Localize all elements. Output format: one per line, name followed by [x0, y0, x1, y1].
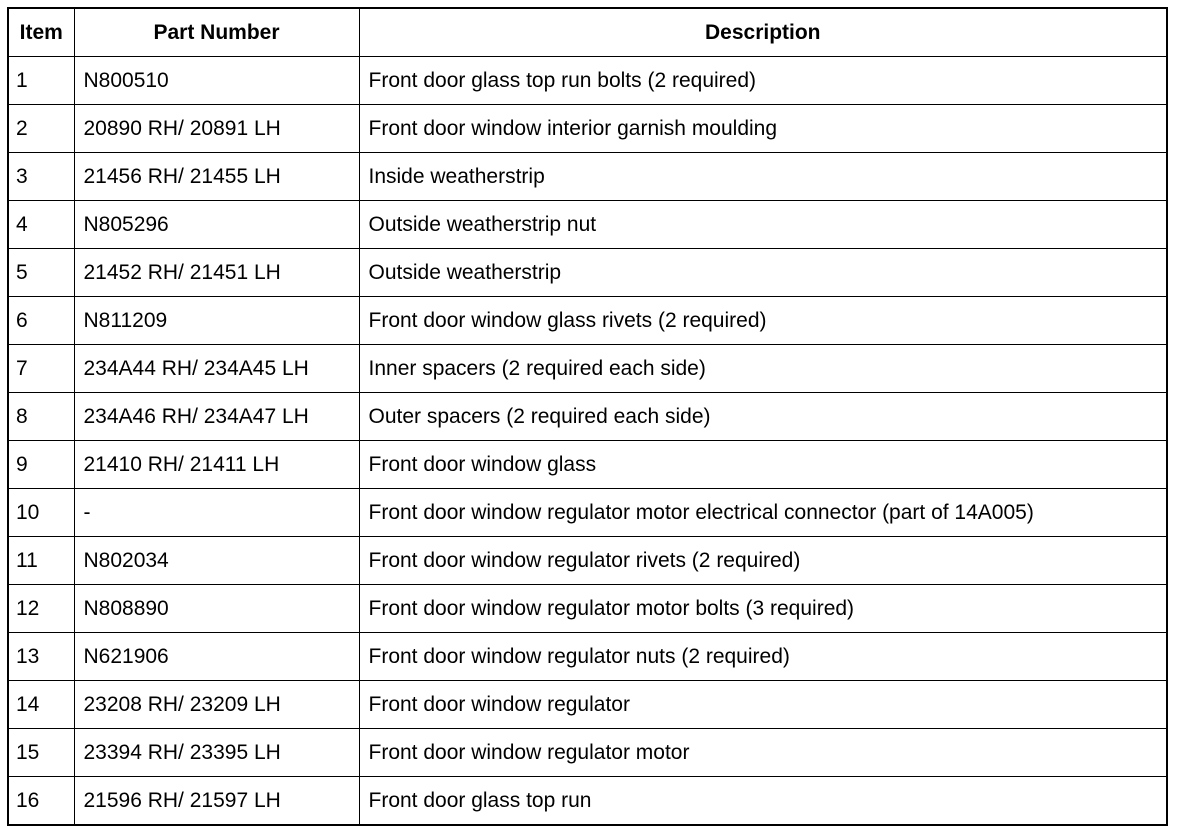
cell-description: Front door glass top run bolts (2 required)	[359, 57, 1167, 105]
cell-description: Front door window glass	[359, 441, 1167, 489]
table-row	[8, 153, 1167, 201]
cell-description: Front door window regulator motor	[359, 729, 1167, 777]
table-row	[8, 489, 1167, 537]
cell-part-number: -	[74, 489, 359, 537]
cell-description: Outer spacers (2 required each side)	[359, 393, 1167, 441]
cell-description: Front door window regulator rivets (2 required)	[359, 537, 1167, 585]
cell-item: 3	[8, 153, 74, 201]
cell-item: 10	[8, 489, 74, 537]
cell-item: 15	[8, 729, 74, 777]
table-row	[8, 297, 1167, 345]
cell-part-number: N802034	[74, 537, 359, 585]
cell-item: 6	[8, 297, 74, 345]
cell-part-number: N800510	[74, 57, 359, 105]
cell-item: 1	[8, 57, 74, 105]
header-description: Description	[359, 8, 1167, 57]
table-body	[8, 57, 1167, 826]
cell-item: 8	[8, 393, 74, 441]
cell-part-number: N805296	[74, 201, 359, 249]
cell-part-number: N621906	[74, 633, 359, 681]
cell-item: 14	[8, 681, 74, 729]
header-part-number: Part Number	[74, 8, 359, 57]
table-row	[8, 57, 1167, 105]
cell-description: Front door window glass rivets (2 required)	[359, 297, 1167, 345]
table-row	[8, 729, 1167, 777]
cell-part-number: 21410 RH/ 21411 LH	[74, 441, 359, 489]
cell-description: Front door window regulator motor electrical connector (part of 14A005)	[359, 489, 1167, 537]
table-row	[8, 585, 1167, 633]
table-row	[8, 393, 1167, 441]
cell-item: 7	[8, 345, 74, 393]
cell-part-number: 20890 RH/ 20891 LH	[74, 105, 359, 153]
cell-description: Front door window regulator motor bolts (3 required)	[359, 585, 1167, 633]
cell-part-number: 234A44 RH/ 234A45 LH	[74, 345, 359, 393]
cell-part-number: 234A46 RH/ 234A47 LH	[74, 393, 359, 441]
cell-item: 16	[8, 777, 74, 826]
cell-description: Outside weatherstrip nut	[359, 201, 1167, 249]
cell-description: Front door window regulator	[359, 681, 1167, 729]
cell-part-number: 23394 RH/ 23395 LH	[74, 729, 359, 777]
cell-description: Outside weatherstrip	[359, 249, 1167, 297]
table-row	[8, 777, 1167, 826]
cell-part-number: 21596 RH/ 21597 LH	[74, 777, 359, 826]
cell-part-number: 21456 RH/ 21455 LH	[74, 153, 359, 201]
cell-description: Front door glass top run	[359, 777, 1167, 826]
cell-part-number: 21452 RH/ 21451 LH	[74, 249, 359, 297]
cell-item: 9	[8, 441, 74, 489]
table-row	[8, 681, 1167, 729]
cell-item: 5	[8, 249, 74, 297]
cell-description: Front door window regulator nuts (2 required)	[359, 633, 1167, 681]
cell-item: 4	[8, 201, 74, 249]
table-row	[8, 201, 1167, 249]
cell-description: Front door window interior garnish moulding	[359, 105, 1167, 153]
table-row	[8, 249, 1167, 297]
cell-part-number: N808890	[74, 585, 359, 633]
cell-part-number: N811209	[74, 297, 359, 345]
cell-part-number: 23208 RH/ 23209 LH	[74, 681, 359, 729]
table-row	[8, 345, 1167, 393]
header-item: Item	[8, 8, 74, 57]
parts-table	[7, 7, 1168, 826]
table-header-row	[8, 8, 1167, 57]
cell-item: 12	[8, 585, 74, 633]
table-row	[8, 441, 1167, 489]
cell-description: Inside weatherstrip	[359, 153, 1167, 201]
cell-item: 13	[8, 633, 74, 681]
cell-item: 11	[8, 537, 74, 585]
table-row	[8, 537, 1167, 585]
table-row	[8, 105, 1167, 153]
cell-item: 2	[8, 105, 74, 153]
table-row	[8, 633, 1167, 681]
cell-description: Inner spacers (2 required each side)	[359, 345, 1167, 393]
